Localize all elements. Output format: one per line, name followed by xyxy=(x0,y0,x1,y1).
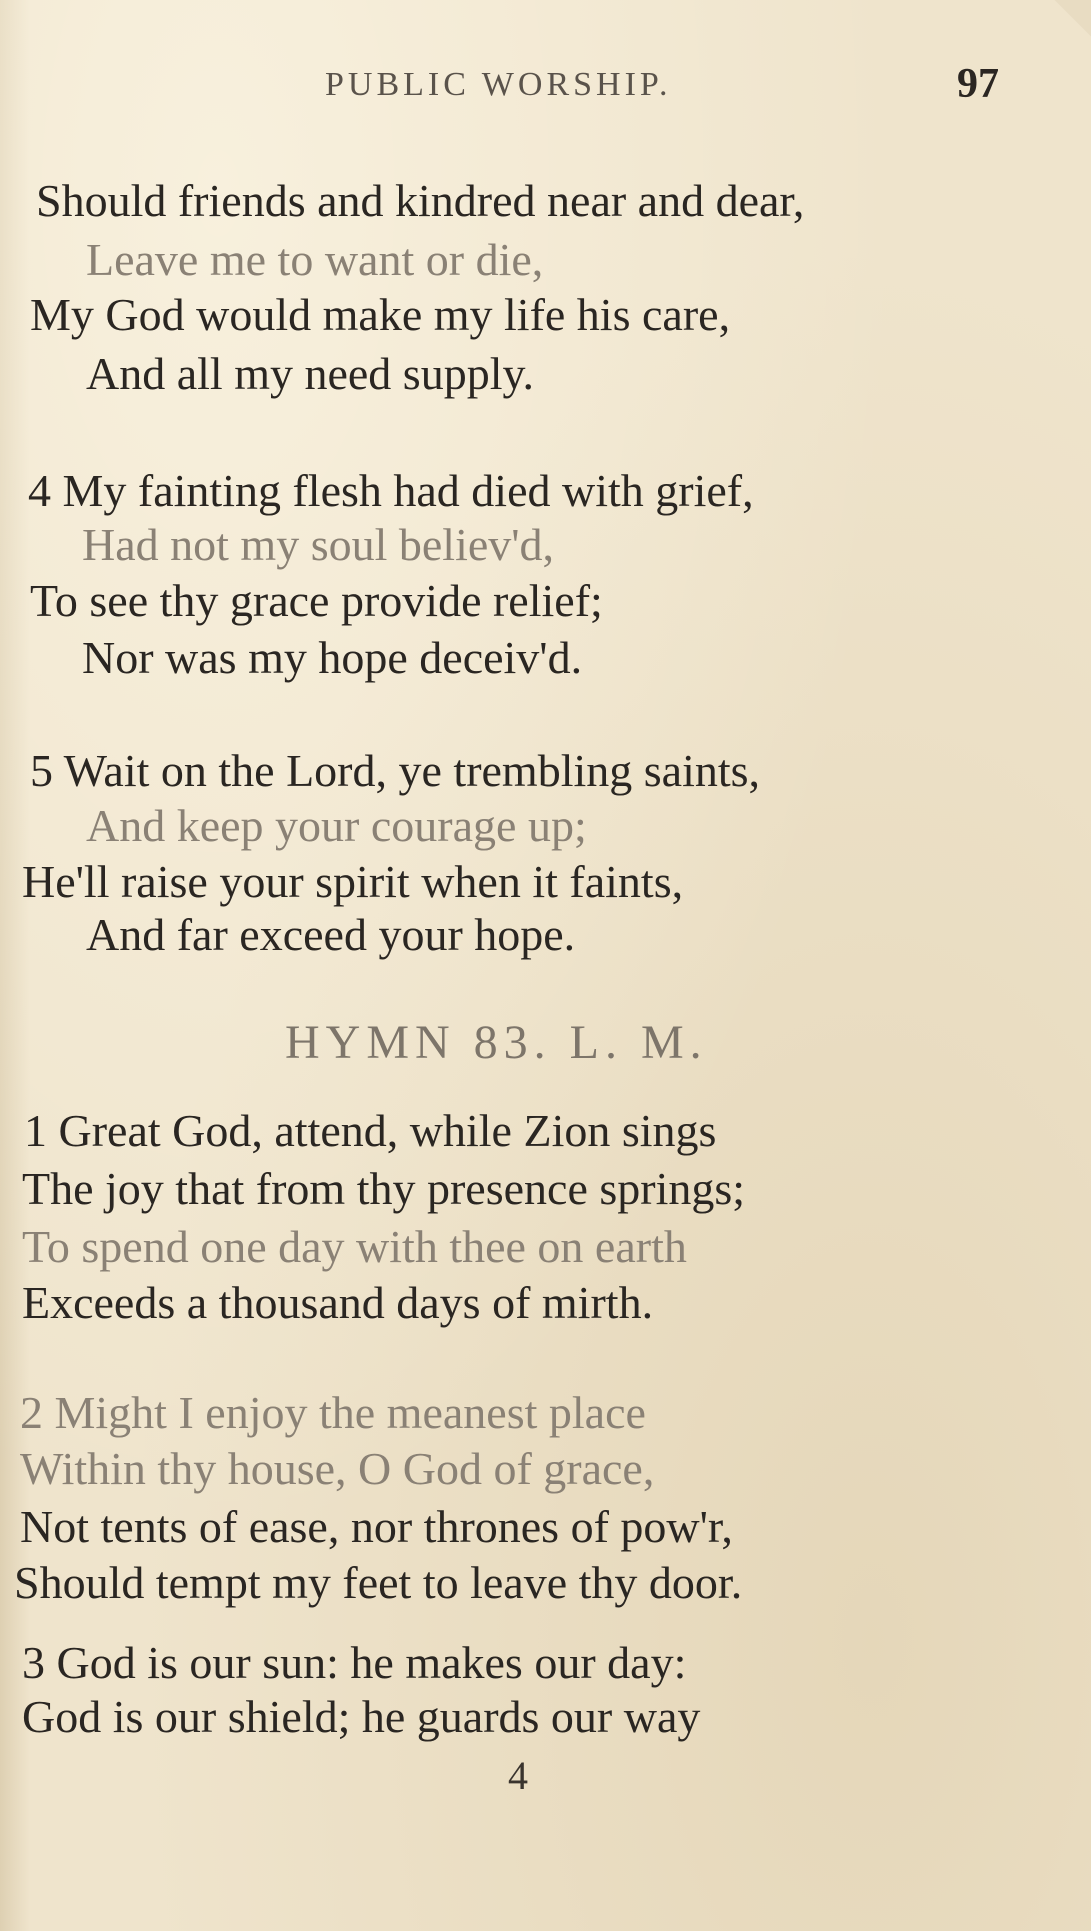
signature-mark: 4 xyxy=(508,1753,528,1798)
verse-line: Exceeds a thousand days of mirth. xyxy=(22,1277,654,1328)
verse-line: And far exceed your hope. xyxy=(86,909,576,960)
verse-line: 5 Wait on the Lord, ye trembling saints, xyxy=(30,745,761,796)
verse-line: And all my need supply. xyxy=(86,348,535,399)
verse-line: Leave me to want or die, xyxy=(86,234,544,285)
page-number: 97 xyxy=(957,61,999,107)
verse-line: And keep your courage up; xyxy=(86,800,587,851)
page-corner xyxy=(1051,0,1091,40)
verse-line: To see thy grace provide relief; xyxy=(30,575,603,626)
verse-line: Had not my soul believ'd, xyxy=(82,519,555,570)
verse-line: The joy that from thy presence springs; xyxy=(22,1163,746,1214)
verse-line: Should tempt my feet to leave thy door. xyxy=(14,1557,743,1608)
verse-line: Nor was my hope deceiv'd. xyxy=(82,632,583,683)
verse-line: He'll raise your spirit when it faints, xyxy=(22,856,684,907)
verse-line: 4 My fainting flesh had died with grief, xyxy=(28,465,754,516)
verse-line: God is our shield; he guards our way xyxy=(22,1691,701,1742)
verse-line: Not tents of ease, nor thrones of pow'r, xyxy=(20,1501,733,1552)
verse-line: Should friends and kindred near and dear, xyxy=(36,175,805,226)
verse-line: 1 Great God, attend, while Zion sings xyxy=(24,1105,717,1156)
verse-line: To spend one day with thee on earth xyxy=(22,1221,687,1272)
verse-line: My God would make my life his care, xyxy=(30,289,731,340)
verse-line: Within thy house, O God of grace, xyxy=(20,1443,655,1494)
hymn-title: HYMN 83. L. M. xyxy=(285,1016,708,1069)
verse-line: 2 Might I enjoy the meanest place xyxy=(20,1387,646,1438)
verse-line: 3 God is our sun: he makes our day: xyxy=(22,1637,687,1688)
running-header: PUBLIC WORSHIP. xyxy=(325,66,672,103)
